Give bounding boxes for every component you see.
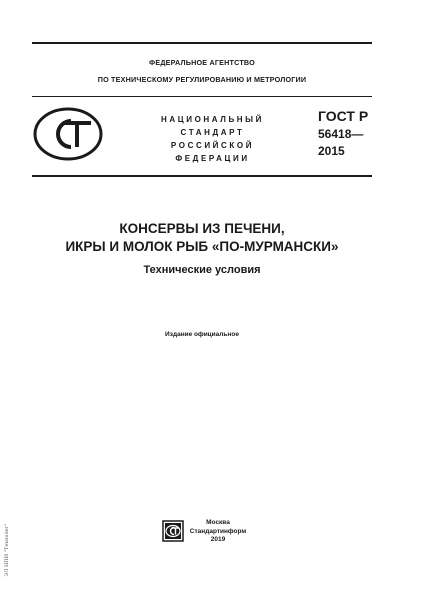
side-watermark-text: ЭЛ НПИ "Технолег" (3, 523, 10, 577)
publisher-block (188, 519, 248, 545)
document-title-line1: КОНСЕРВЫ ИЗ ПЕЧЕНИ, (119, 221, 285, 236)
gost-number: 56418— (318, 127, 364, 141)
gost-year: 2015 (318, 144, 345, 158)
publisher-city: Москва (206, 519, 230, 526)
national-line: НАЦИОНАЛЬНЫЙ (161, 115, 264, 124)
document-title-line2: ИКРЫ И МОЛОК РЫБ «ПО-МУРМАНСКИ» (65, 239, 339, 254)
middle-rule (32, 96, 372, 97)
document-title (32, 220, 372, 256)
top-rule (32, 42, 372, 44)
agency-name-line2: ПО ТЕХНИЧЕСКОМУ РЕГУЛИРОВАНИЮ И МЕТРОЛОГИИ (97, 75, 307, 84)
publisher-year: 2019 (210, 536, 226, 543)
rst-certification-logo-icon (33, 106, 103, 162)
side-watermark (2, 515, 11, 585)
publisher-name: Стандартинформ (189, 527, 247, 535)
gost-number-block (318, 126, 378, 160)
national-line: ФЕДЕРАЦИИ (175, 154, 250, 163)
national-standard-block (150, 113, 275, 165)
agency-name-line1: ФЕДЕРАЛЬНОЕ АГЕНТСТВО (149, 58, 255, 67)
document-subtitle: Технические условия (143, 264, 261, 276)
national-line: СТАНДАРТ (180, 128, 245, 137)
bottom-rule (32, 175, 372, 177)
edition-note: Издание официальное (165, 331, 239, 338)
standartinform-logo-icon (162, 520, 184, 542)
national-line: РОССИЙСКОЙ (170, 141, 255, 150)
gost-label: ГОСТ Р (318, 108, 369, 124)
